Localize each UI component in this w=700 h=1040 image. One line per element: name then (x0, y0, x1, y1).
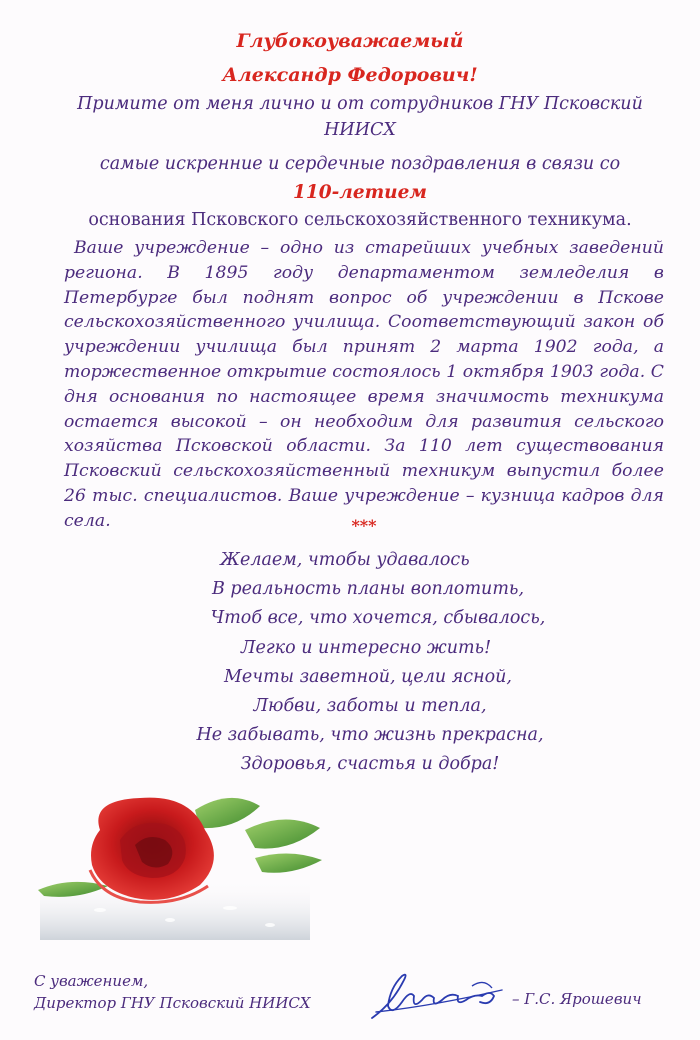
rose-image (30, 790, 330, 940)
signer-name: – Г.С. Ярошевич (512, 990, 642, 1008)
poem-line: Любви, заботы и тепла, (253, 696, 487, 717)
closing-line-1: С уважением, (34, 972, 149, 990)
intro-line-2: НИИСХ (324, 120, 396, 140)
poem-line: Чтоб все, что хочется, сбывалось, (210, 608, 546, 629)
divider-stars: *** (351, 516, 377, 535)
handwritten-signature (362, 966, 522, 1026)
poem-line: Мечты заветной, цели ясной, (224, 666, 512, 687)
poem (0, 546, 700, 780)
intro-line-3: самые искренние и сердечные поздравления в связи со (99, 154, 621, 174)
closing-block (34, 970, 311, 1014)
poem-line: Легко и интересно жить! (240, 637, 492, 658)
salutation-line-1: Глубокоуважаемый (236, 30, 464, 52)
poem-line: Желаем, чтобы удавалось (220, 550, 470, 570)
intro-line-1: Примите от меня лично и от сотрудников ГНУ Псковский (77, 94, 643, 114)
anniversary-label: 110-летием (293, 182, 427, 203)
poem-line: Здоровья, счастья и добра! (240, 754, 500, 775)
intro-line-4: основания Псковского сельскохозяйственного техникума. (88, 210, 632, 230)
letter-body-text: Ваше учреждение – одно из старейших учебных заведений региона. В 1895 году департаментом земледелия в Петербурге был поднят вопрос об учреждении в Пскове сельскохозяйственного училища. Соответствующий закон об учреждении училища был принят 2 марта 1902 года, а торжественное открытие состоялось 1 октября 1903 года. С дня основания по настоящее время значимость техникума остается высокой – он необходим для развития сельского хозяйства Псковской области. За 110 лет существования Псковский сельскохозяйственный техникум выпустил более 26 тыс. специалистов. Ваше учреждение – кузница кадров для села. (64, 238, 664, 531)
letter-body (64, 236, 664, 534)
poem-line: Не забывать, что жизнь прекрасна, (196, 725, 544, 746)
closing-line-2: Директор ГНУ Псковский НИИСХ (34, 994, 311, 1012)
salutation-line-2: Александр Федорович! (222, 64, 478, 86)
poem-line: В реальность планы воплотить, (211, 579, 525, 600)
